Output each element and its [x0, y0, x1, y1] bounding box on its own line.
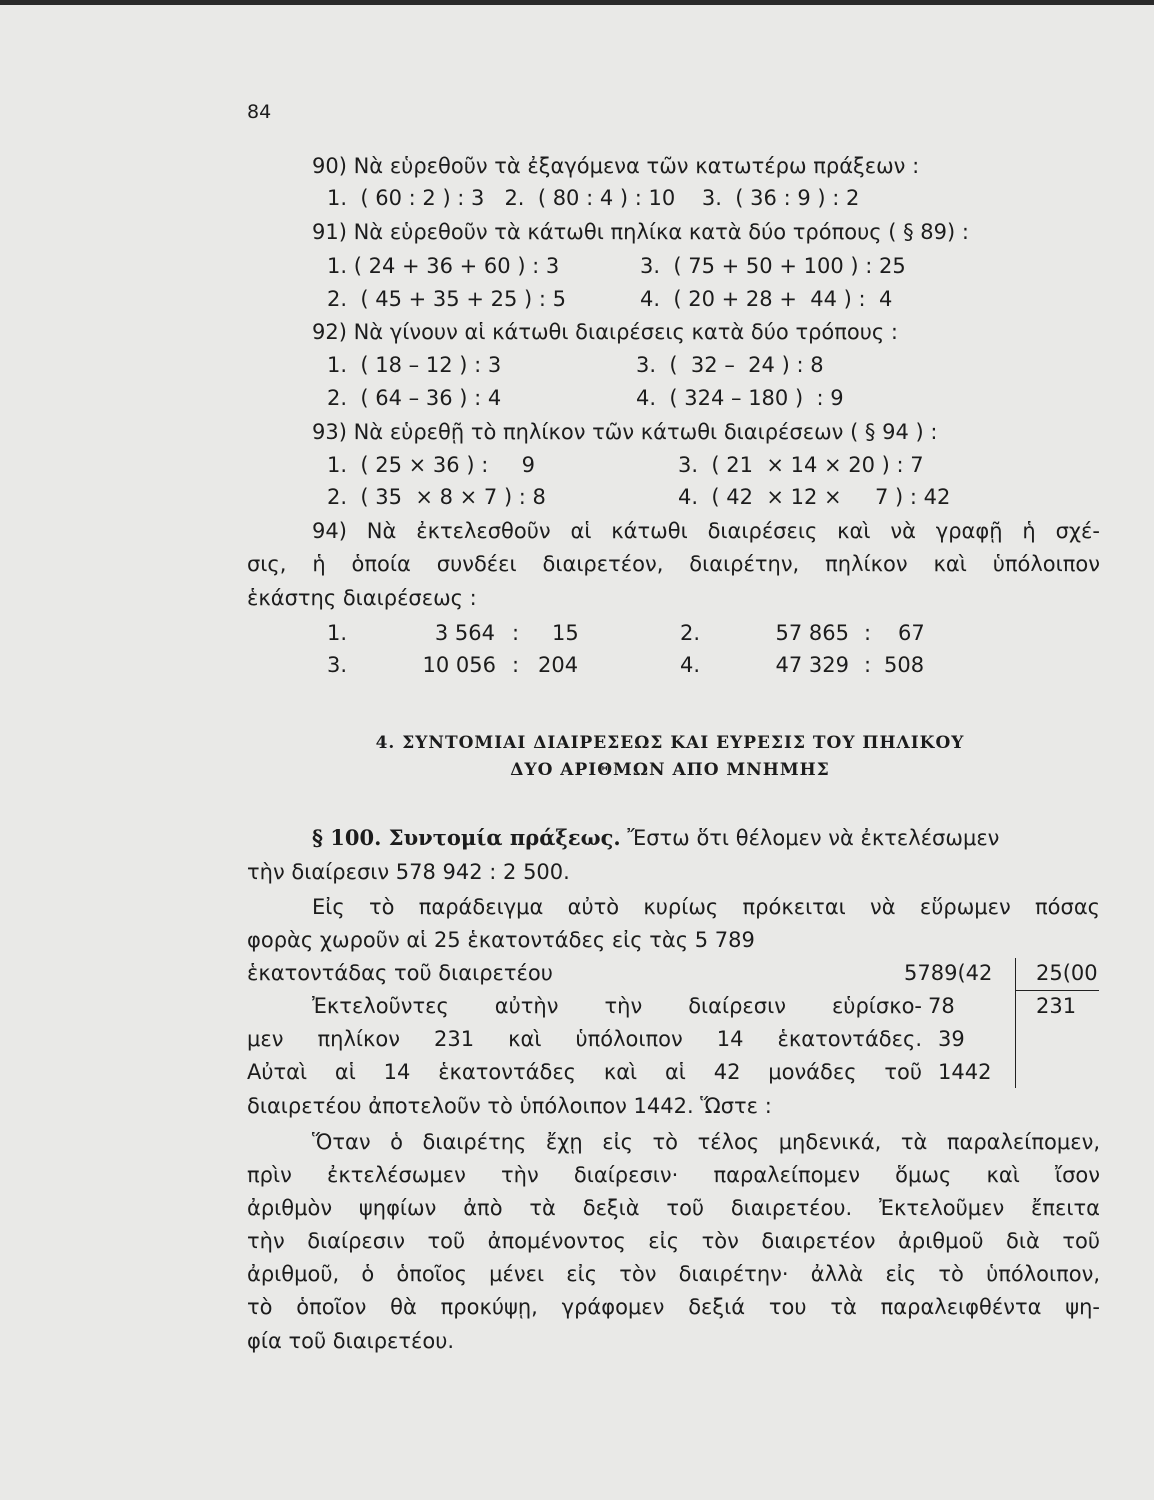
- exercise-91-item-1: 1. ( 24 + 36 + 60 ) : 3: [327, 254, 560, 278]
- section-100-line-8: Αὐταὶ αἱ 14 ἑκατοντάδες καὶ αἱ 42 μονάδες τοῦ: [247, 1060, 922, 1084]
- division-dividend: 5789(42: [904, 961, 993, 985]
- item-colon: :: [864, 653, 872, 677]
- section-100-line-6: Ἐκτελοῦντες αὐτὴν τὴν διαίρεσιν εὑρίσκο-: [312, 994, 922, 1018]
- exercise-92-item-4: 4. ( 324 – 180 ) : 9: [636, 386, 844, 410]
- item-number: 4.: [680, 653, 701, 677]
- item-dividend: 47 329: [775, 653, 849, 677]
- section-100-line-4: φορὰς χωροῦν αἱ 25 ἑκατοντάδες εἰς τὰς 5 789: [247, 928, 755, 952]
- division-step: 1442: [938, 1060, 992, 1084]
- exercise-93-title: 93) Νὰ εὑρεθῇ τὸ πηλίκον τῶν κάτωθι διαιρέσεων ( § 94 ) :: [312, 420, 938, 444]
- division-step: 39: [938, 1027, 965, 1051]
- exercise-90-title: 90) Νὰ εὑρεθοῦν τὰ ἐξαγόμενα τῶν κατωτέρω πράξεων :: [312, 154, 920, 178]
- item-dividend: 57 865: [775, 621, 849, 645]
- scan-edge: [0, 0, 1154, 5]
- exercise-93-item-4: 4. ( 42 × 12 × 7 ) : 42: [678, 485, 951, 509]
- chapter-heading-line-2: ΔΥΟ ΑΡΙΘΜΩΝ ΑΠΟ ΜΝΗΜΗΣ: [510, 760, 830, 780]
- section-100-first-line: [312, 823, 999, 853]
- rule-line-1: Ὅταν ὁ διαιρέτης ἔχῃ εἰς τὸ τέλος μηδενικά, τὰ παραλείπομεν,: [312, 1130, 1100, 1154]
- item-number: 2.: [680, 621, 701, 645]
- exercise-94-line-1: 94) Νὰ ἐκτελεσθοῦν αἱ κάτωθι διαιρέσεις καὶ νὰ γραφῇ ἡ σχέ-: [312, 519, 1100, 543]
- item-number: 1.: [327, 621, 348, 645]
- rule-line-5: ἀριθμοῦ, ὁ ὁποῖος μένει εἰς τὸν διαιρέτην· ἀλλὰ εἰς τὸ ὑπόλοιπον,: [247, 1262, 1100, 1286]
- chapter-heading-line-1: 4. ΣΥΝΤΟΜΙΑΙ ΔΙΑΙΡΕΣΕΩΣ ΚΑΙ ΕΥΡΕΣΙΣ ΤΟΥ ΠΗΛΙΚΟΥ: [375, 733, 965, 753]
- division-vertical-line: [1015, 958, 1016, 1088]
- rule-line-6: τὸ ὁποῖον θὰ προκύψῃ, γράφομεν δεξιά του τὰ παραλειφθέντα ψη-: [247, 1295, 1100, 1319]
- exercise-91-title: 91) Νὰ εὑρεθοῦν τὰ κάτωθι πηλίκα κατὰ δύο τρόπους ( § 89) :: [312, 220, 969, 244]
- item-dividend: 3 564: [434, 621, 495, 645]
- exercise-94-line-3: ἑκάστης διαιρέσεως :: [247, 586, 477, 610]
- division-horizontal-line: [1015, 990, 1099, 991]
- section-100-line-2: τὴν διαίρεσιν 578 942 : 2 500.: [247, 860, 570, 884]
- rule-line-3: ἀριθμὸν ψηφίων ἀπὸ τὰ δεξιὰ τοῦ διαιρετέου. Ἐκτελοῦμεν ἔπειτα: [247, 1196, 1100, 1220]
- exercise-93-item-1: 1. ( 25 × 36 ) : 9: [327, 453, 536, 477]
- section-100-line-3: Εἰς τὸ παράδειγμα αὐτὸ κυρίως πρόκειται νὰ εὕρωμεν πόσας: [312, 895, 1100, 919]
- exercise-92-item-3: 3. ( 32 – 24 ) : 8: [636, 353, 824, 377]
- division-step: 78: [928, 994, 955, 1018]
- exercise-92-title: 92) Νὰ γίνουν αἱ κάτωθι διαιρέσεις κατὰ δύο τρόπους :: [312, 320, 898, 344]
- exercise-94-line-2: σις, ἡ ὁποία συνδέει διαιρετέον, διαιρέτην, πηλίκον καὶ ὑπόλοιπον: [247, 552, 1100, 576]
- rule-line-7: φία τοῦ διαιρετέου.: [247, 1329, 455, 1353]
- exercise-91-item-2: 2. ( 45 + 35 + 25 ) : 5: [327, 287, 566, 311]
- section-100-line-9: διαιρετέου ἀποτελοῦν τὸ ὑπόλοιπον 1442. Ὥστε :: [247, 1094, 772, 1118]
- section-100-line-5: ἑκατοντάδας τοῦ διαιρετέου: [247, 961, 553, 985]
- exercise-90-row: 1. ( 60 : 2 ) : 3 2. ( 80 : 4 ) : 10 3. ( 36 : 9 ) : 2: [327, 186, 860, 210]
- item-divisor: 67: [898, 621, 925, 645]
- item-divisor: 204: [538, 653, 579, 677]
- item-divisor: 15: [552, 621, 579, 645]
- rule-line-4: τὴν διαίρεσιν τοῦ ἀπομένοντος εἰς τὸν διαιρετέον ἀριθμοῦ διὰ τοῦ: [247, 1229, 1100, 1253]
- exercise-93-item-2: 2. ( 35 × 8 × 7 ) : 8: [327, 485, 546, 509]
- division-divisor: 25(00: [1036, 961, 1098, 985]
- section-100-line-7: μεν πηλίκον 231 καὶ ὑπόλοιπον 14 ἑκατοντάδες.: [247, 1027, 922, 1051]
- exercise-92-item-2: 2. ( 64 – 36 ) : 4: [327, 386, 502, 410]
- item-divisor: 508: [884, 653, 925, 677]
- division-quotient: 231: [1036, 994, 1077, 1018]
- exercise-92-item-1: 1. ( 18 – 12 ) : 3: [327, 353, 502, 377]
- page-number: 84: [247, 101, 272, 123]
- section-100-heading: § 100. Συντομία πράξεως.: [312, 825, 621, 850]
- exercise-93-item-3: 3. ( 21 × 14 × 20 ) : 7: [678, 453, 924, 477]
- item-dividend: 10 056: [422, 653, 496, 677]
- item-number: 3.: [327, 653, 348, 677]
- item-colon: :: [512, 653, 520, 677]
- item-colon: :: [512, 621, 520, 645]
- rule-line-2: πρὶν ἐκτελέσωμεν τὴν διαίρεσιν· παραλείπομεν ὅμως καὶ ἴσον: [247, 1163, 1100, 1187]
- exercise-91-item-4: 4. ( 20 + 28 + 44 ) : 4: [640, 287, 893, 311]
- item-colon: :: [864, 621, 872, 645]
- exercise-91-item-3: 3. ( 75 + 50 + 100 ) : 25: [640, 254, 906, 278]
- section-100-intro: Ἔστω ὅτι θέλομεν νὰ ἐκτελέσωμεν: [620, 826, 1000, 850]
